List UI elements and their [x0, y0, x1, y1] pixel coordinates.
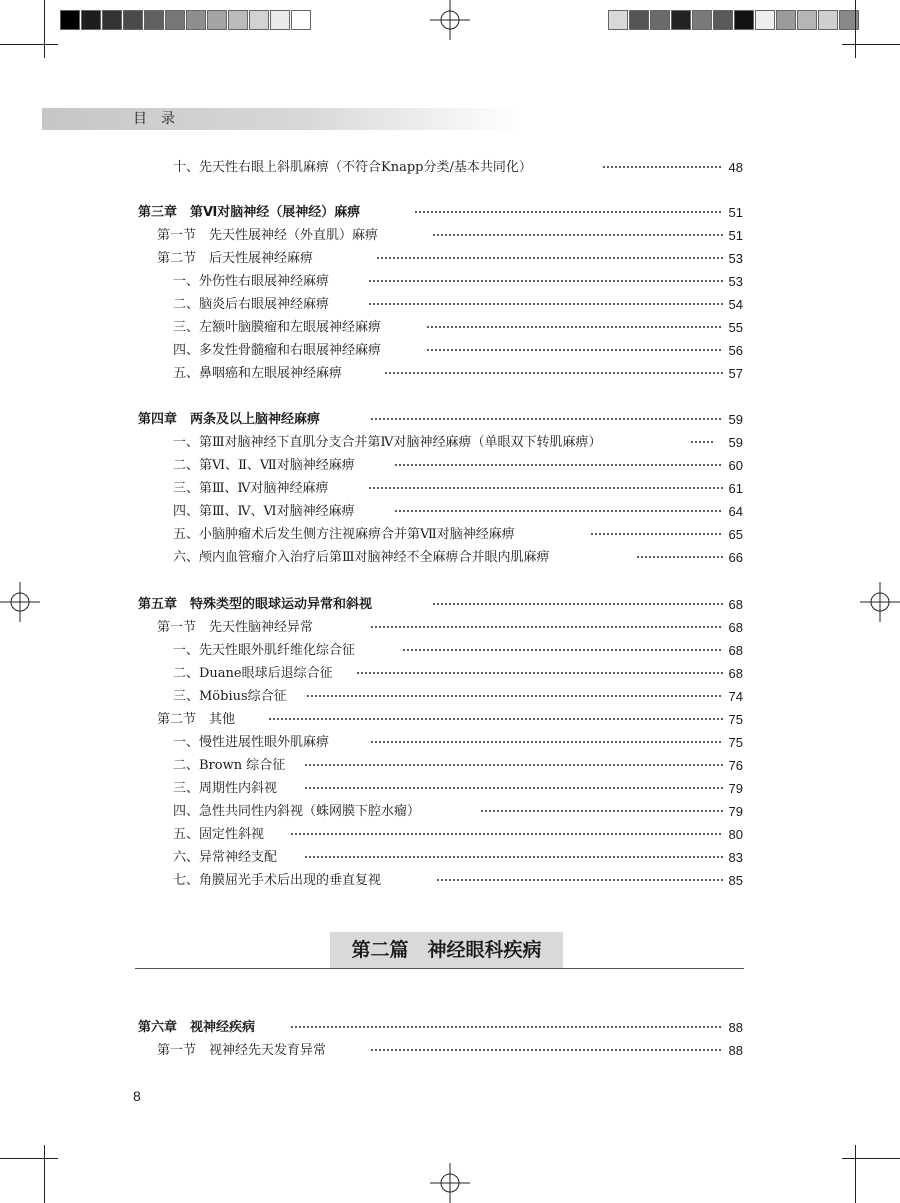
page-number: 8 [133, 1088, 141, 1104]
toc-entry-title: 一、第Ⅲ对脑神经下直肌分支合并第Ⅳ对脑神经麻痹（单眼双下转肌麻痹） [173, 435, 602, 450]
dot-leader [636, 554, 723, 560]
toc-section[interactable] [0, 616, 900, 639]
toc-entry-page: 68 [728, 666, 743, 681]
dot-leader [304, 854, 723, 860]
toc-entry-title: 一、外伤性右眼展神经麻痹 [173, 274, 330, 289]
toc-entry-page: 51 [728, 205, 743, 220]
color-swatch [228, 10, 248, 30]
dot-leader [290, 1024, 723, 1030]
toc-entry-page: 65 [728, 527, 743, 542]
toc-entry-title: 四、急性共同性内斜视（蛛网膜下腔水瘤） [173, 804, 421, 819]
dot-leader [590, 531, 723, 537]
dot-leader [426, 324, 723, 330]
color-swatch [608, 10, 628, 30]
dot-leader [290, 831, 723, 837]
color-swatch [123, 10, 143, 30]
toc-entry-title: 五、鼻咽癌和左眼展神经麻痹 [173, 366, 343, 381]
color-swatch [713, 10, 733, 30]
toc-entry[interactable] [0, 293, 900, 316]
dot-leader [368, 485, 723, 491]
toc-entry[interactable] [0, 156, 900, 179]
color-swatch [692, 10, 712, 30]
crop-mark [842, 1158, 900, 1159]
toc-entry[interactable] [0, 800, 900, 823]
color-swatch [81, 10, 101, 30]
color-swatch [797, 10, 817, 30]
toc-entry-page: 68 [728, 597, 743, 612]
toc-entry-title: 十、先天性右眼上斜肌麻痹（不符合Knapp分类/基本共同化） [173, 160, 532, 175]
toc-chapter-title: 第四章 两条及以上脑神经麻痹 [138, 412, 321, 427]
dot-leader [370, 739, 723, 745]
dot-leader [384, 370, 723, 376]
toc-section-title: 第一节 先天性展神经（外直肌）麻痹 [157, 228, 379, 243]
registration-mark-icon [430, 0, 470, 40]
toc-section[interactable] [0, 1039, 900, 1062]
toc-chapter[interactable] [0, 1016, 900, 1039]
crop-mark [44, 0, 45, 58]
toc-section[interactable] [0, 708, 900, 731]
toc-entry-title: 二、Brown 综合征 [173, 758, 286, 773]
dot-leader [602, 164, 723, 170]
running-header-title: 目录 [133, 111, 189, 127]
dot-leader [370, 1047, 723, 1053]
toc-entry-page: 55 [728, 320, 743, 335]
color-swatch [629, 10, 649, 30]
toc-entry[interactable] [0, 662, 900, 685]
toc-entry-title: 三、周期性内斜视 [173, 781, 278, 796]
dot-leader [356, 670, 723, 676]
color-swatch [249, 10, 269, 30]
color-swatch [776, 10, 796, 30]
color-swatch [60, 10, 80, 30]
dot-leader [306, 693, 723, 699]
toc-section[interactable] [0, 247, 900, 270]
toc-chapter[interactable] [0, 408, 900, 431]
toc-entry[interactable] [0, 869, 900, 892]
toc-entry-page: 61 [728, 481, 743, 496]
toc-entry-page: 83 [728, 850, 743, 865]
dot-leader [402, 647, 723, 653]
toc-entry-page: 79 [728, 781, 743, 796]
toc-chapter-title: 第六章 视神经疾病 [138, 1020, 256, 1035]
toc-entry-page: 74 [728, 689, 743, 704]
crop-mark [855, 0, 856, 58]
dot-leader [370, 416, 723, 422]
dot-leader [304, 785, 723, 791]
color-swatch [650, 10, 670, 30]
toc-chapter-title: 第三章 第Ⅵ对脑神经（展神经）麻痹 [138, 205, 361, 220]
part-heading: 第二篇 神经眼科疾病 [330, 932, 563, 968]
dot-leader [690, 439, 715, 445]
toc-entry-page: 64 [728, 504, 743, 519]
toc-entry[interactable] [0, 362, 900, 385]
color-swatch [671, 10, 691, 30]
color-calibration-bar-right [608, 10, 860, 32]
crop-mark [855, 1145, 856, 1203]
toc-entry-page: 54 [728, 297, 743, 312]
toc-entry[interactable] [0, 431, 900, 454]
crop-mark [44, 1145, 45, 1203]
color-swatch [755, 10, 775, 30]
toc-entry-page: 56 [728, 343, 743, 358]
color-calibration-bar-left [60, 10, 312, 32]
toc-entry-page: 48 [728, 160, 743, 175]
dot-leader [368, 278, 723, 284]
part-divider [135, 968, 744, 969]
toc-entry-page: 66 [728, 550, 743, 565]
toc-entry-title: 四、多发性骨髓瘤和右眼展神经麻痹 [173, 343, 382, 358]
toc-entry[interactable] [0, 546, 900, 569]
toc-entry-title: 三、第Ⅲ、Ⅳ对脑神经麻痹 [173, 481, 329, 496]
toc-entry-page: 53 [728, 251, 743, 266]
dot-leader [268, 716, 723, 722]
dot-leader [480, 808, 723, 814]
color-swatch [818, 10, 838, 30]
toc-entry-title: 五、小脑肿瘤术后发生侧方注视麻痹合并第Ⅶ对脑神经麻痹 [173, 527, 515, 542]
toc-entry[interactable] [0, 846, 900, 869]
color-swatch [207, 10, 227, 30]
toc-chapter-title: 第五章 特殊类型的眼球运动异常和斜视 [138, 597, 373, 612]
crop-mark [842, 44, 900, 45]
dot-leader [370, 624, 723, 630]
toc-section-title: 第二节 其他 [157, 712, 236, 727]
toc-entry-page: 57 [728, 366, 743, 381]
color-swatch [839, 10, 859, 30]
toc-entry-title: 三、Möbius综合征 [173, 689, 287, 704]
toc-entry-page: 60 [728, 458, 743, 473]
toc-entry[interactable] [0, 731, 900, 754]
toc-entry[interactable] [0, 477, 900, 500]
toc-entry[interactable] [0, 639, 900, 662]
toc-entry[interactable] [0, 823, 900, 846]
toc-entry[interactable] [0, 777, 900, 800]
color-swatch [144, 10, 164, 30]
toc-entry-title: 五、固定性斜视 [173, 827, 265, 842]
toc-entry-title: 二、脑炎后右眼展神经麻痹 [173, 297, 330, 312]
toc-entry[interactable] [0, 523, 900, 546]
toc-section-title: 第一节 视神经先天发育异常 [157, 1043, 327, 1058]
color-swatch [270, 10, 290, 30]
color-swatch [291, 10, 311, 30]
dot-leader [414, 209, 723, 215]
color-swatch [165, 10, 185, 30]
toc-entry[interactable] [0, 316, 900, 339]
toc-entry-page: 88 [728, 1043, 743, 1058]
toc-entry-page: 85 [728, 873, 743, 888]
toc-entry-title: 六、颅内血管瘤介入治疗后第Ⅲ对脑神经不全麻痹合并眼内肌麻痹 [173, 550, 550, 565]
toc-entry-page: 79 [728, 804, 743, 819]
toc-entry-title: 一、慢性进展性眼外肌麻痹 [173, 735, 330, 750]
dot-leader [426, 347, 723, 353]
dot-leader [394, 462, 723, 468]
toc-entry-title: 一、先天性眼外肌纤维化综合征 [173, 643, 356, 658]
toc-section-title: 第二节 后天性展神经麻痹 [157, 251, 314, 266]
toc-entry-page: 68 [728, 643, 743, 658]
toc-entry[interactable] [0, 500, 900, 523]
toc-entry-page: 76 [728, 758, 743, 773]
toc-entry-page: 80 [728, 827, 743, 842]
toc-section[interactable] [0, 224, 900, 247]
dot-leader [436, 877, 723, 883]
toc-entry-title: 二、第Ⅵ、Ⅱ、Ⅶ对脑神经麻痹 [173, 458, 355, 473]
toc-entry[interactable] [0, 454, 900, 477]
dot-leader [368, 301, 723, 307]
toc-section-title: 第一节 先天性脑神经异常 [157, 620, 314, 635]
toc-entry[interactable] [0, 339, 900, 362]
color-swatch [102, 10, 122, 30]
toc-entry[interactable] [0, 685, 900, 708]
toc-entry-page: 53 [728, 274, 743, 289]
dot-leader [304, 762, 723, 768]
dot-leader [432, 232, 723, 238]
toc-entry[interactable] [0, 754, 900, 777]
dot-leader [394, 508, 723, 514]
toc-chapter[interactable] [0, 593, 900, 616]
toc-entry-title: 四、第Ⅲ、Ⅳ、Ⅵ对脑神经麻痹 [173, 504, 355, 519]
toc-entry-page: 59 [728, 412, 743, 427]
crop-mark [0, 44, 58, 45]
toc-entry-page: 68 [728, 620, 743, 635]
toc-entry-title: 二、Duane眼球后退综合征 [173, 666, 333, 681]
toc-entry-page: 51 [728, 228, 743, 243]
toc-entry-title: 三、左额叶脑膜瘤和左眼展神经麻痹 [173, 320, 382, 335]
toc-entry-title: 七、角膜屈光手术后出现的垂直复视 [173, 873, 382, 888]
crop-mark [0, 1158, 58, 1159]
toc-chapter[interactable] [0, 201, 900, 224]
color-swatch [734, 10, 754, 30]
running-header-band [42, 108, 522, 130]
toc-entry-page: 75 [728, 712, 743, 727]
toc-entry-title: 六、异常神经支配 [173, 850, 278, 865]
dot-leader [376, 255, 723, 261]
toc-entry[interactable] [0, 270, 900, 293]
toc-entry-page: 88 [728, 1020, 743, 1035]
dot-leader [432, 601, 723, 607]
toc-entry-page: 59 [728, 435, 743, 450]
registration-mark-icon [430, 1163, 470, 1203]
color-swatch [186, 10, 206, 30]
toc-entry-page: 75 [728, 735, 743, 750]
